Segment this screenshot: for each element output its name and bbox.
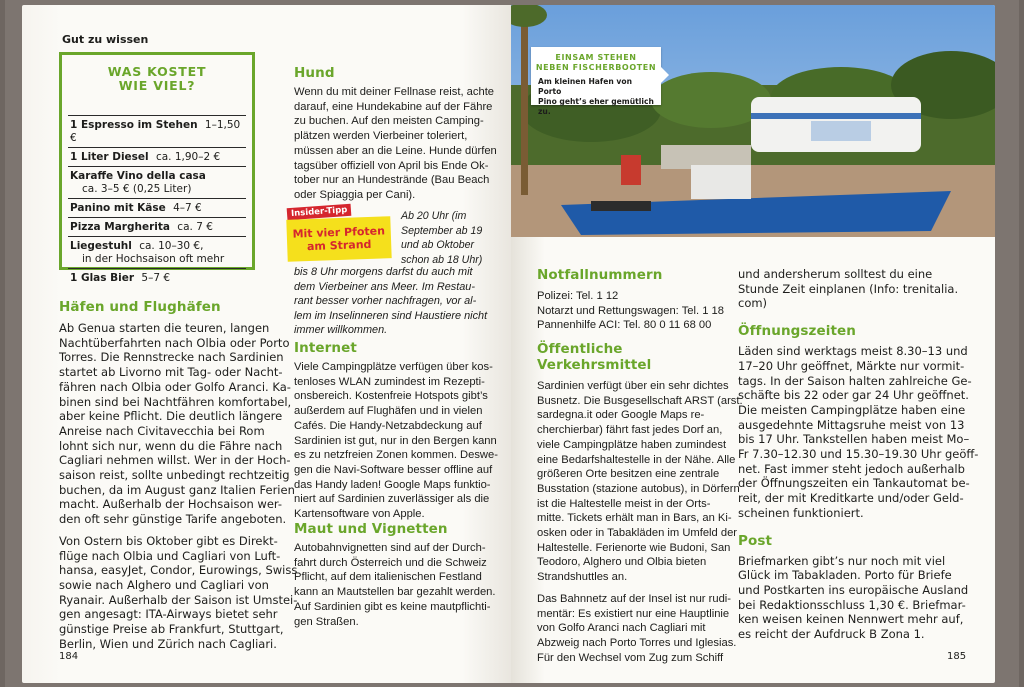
text-line: startet ab Livorno mit Tag- oder Nacht-	[59, 365, 283, 380]
text-line: ausgedehnte Mittagsruhe meist von 13	[738, 417, 965, 432]
page-number-right: 185	[947, 651, 967, 662]
paragraph-oeffnung	[738, 344, 988, 520]
text-line: onsbereich. Kostenfreie Hotspots gibt’s	[294, 390, 488, 403]
column-right	[738, 267, 988, 642]
text-line: September ab 19	[401, 224, 483, 237]
text-line: Glück im Tabakladen. Porto für Briefe	[738, 568, 952, 583]
price-row	[68, 236, 246, 268]
price-value: 5–7 €	[138, 272, 171, 284]
text-line: com)	[738, 296, 768, 311]
text-line: müssen aber an die Leine. Hunde dürfen	[294, 144, 497, 157]
price-row	[68, 147, 246, 166]
text-line: darauf, eine Hundekabine auf der Fähre	[294, 100, 493, 113]
text-line: net. Fast immer steht jedoch außerhalb	[738, 461, 965, 476]
text-line: Busstation (stazione autobus), in Dörfern	[537, 482, 740, 495]
book-edge-right	[1019, 0, 1024, 687]
section-notfall	[537, 267, 737, 333]
text-line: Notarzt und Rettungswagen: Tel. 1 18	[537, 304, 724, 317]
text-line: bis 8 Uhr morgens darfst du auch mit	[294, 266, 473, 278]
text-line: sowie nach Alghero und Cagliari von	[59, 577, 269, 592]
text-line: Das Bahnnetz auf der Insel ist nur rudi-	[537, 592, 732, 605]
text-line: Sardinien verfügt über ein sehr dichtes	[537, 380, 729, 392]
text-line: Berlin, Wien und Zürich nach Cagliari.	[59, 636, 277, 651]
text-line: bis 17 Uhr. Tankstellen haben meist Mo–	[738, 432, 970, 447]
price-item: Panino mit Käse	[70, 202, 166, 214]
text-line: Anreise nach Civitavecchia bei Rom	[59, 423, 265, 438]
price-value: ca. 1,90–2 €	[152, 151, 221, 163]
tip-side-text	[401, 209, 509, 267]
price-item: 1 Liter Diesel	[70, 151, 149, 163]
text-line: mitte. Tickets erhält man in Bars, an Ki-	[537, 512, 732, 525]
price-value: ca. 10–30 €,	[135, 240, 204, 252]
text-line: Für den Wechsel vom Zug zum Schiff	[537, 651, 724, 664]
text-line: Fr 7.30–12.30 und 15.30–19.30 Uhr geöff-	[738, 447, 979, 462]
text-line: schon ab 18 Uhr)	[401, 253, 483, 266]
text-line: cherchierbar) fährt fast jedes Dorf an,	[537, 424, 723, 437]
price-row	[68, 198, 246, 217]
caption-text: Am kleinen Hafen von Porto Pino geht’s eher gemütlich zu.	[538, 77, 654, 116]
text-line: Autobahnvignetten sind auf der Durch-	[294, 542, 486, 554]
text-line: schäfte bis 22 oder gar 24 Uhr geöffnet.	[738, 388, 969, 403]
book-edge-left	[0, 0, 5, 687]
text-line: buchen, da im August ganz Italien Ferien	[59, 482, 295, 497]
price-extra: in der Hochsaison oft mehr	[82, 253, 225, 265]
text-line: binen sind bei Nachtfähren komfortabel,	[59, 394, 292, 409]
harbor-photo	[511, 5, 995, 237]
text-line: sardegna.it oder Google Maps re-	[537, 409, 705, 422]
text-line: tags. In der Saison halten zahlreiche Ge-	[738, 373, 972, 388]
text-line: mentär: Es existiert nur eine Hauptlinie	[537, 607, 730, 620]
text-line: Cafés. Die Handy-Netzabdeckung auf	[294, 419, 482, 432]
text-line: ken weisen keinen Nennwert mehr auf,	[738, 612, 964, 627]
price-row	[68, 115, 246, 147]
text-line: Nachtüberfahrten nach Olbia oder Porto	[59, 335, 290, 350]
text-line: größeren Orte besitzen eine zentrale	[537, 468, 720, 481]
text-line: tagsüber offiziell von April bis Ende Ok-	[294, 159, 489, 172]
price-value: 1–1,50 €	[70, 119, 241, 144]
text-line: der Öffnungszeiten ein Tankautomat be-	[738, 476, 970, 491]
text-line: und ab Oktober	[401, 239, 475, 251]
text-line: Auf Sardinien gibt es keine mautpflichti-	[294, 600, 491, 613]
harbor-photo-illustration	[511, 5, 995, 237]
price-item: Liegestuhl	[70, 240, 132, 252]
text-line: fahrt durch Österreich und die Schweiz	[294, 556, 487, 569]
text-line: macht. Außerhalb der Hochsaison wer-	[59, 497, 283, 512]
text-line: viele Campingplätze haben zumindest	[537, 438, 727, 451]
price-row	[68, 166, 246, 198]
price-list	[68, 115, 246, 287]
text-line: lohnt sich nur, wenn du die Fähre nach	[59, 438, 283, 453]
caption-title: EINSAM STEHEN NEBEN FISCHERBOOTEN	[535, 53, 657, 72]
text-line: immer willkommen.	[294, 324, 388, 336]
paragraph-haefen-2	[59, 533, 298, 652]
text-line: gen die Navi-Software besser offline auf	[294, 463, 493, 476]
text-line: aber keine Pflicht. Die deutlich längere	[59, 409, 283, 424]
paragraph-post	[738, 554, 988, 642]
price-item: Karaffe Vino della casa	[70, 170, 206, 182]
page-right	[511, 5, 995, 683]
text-line: lem im Inselinneren sind Haustiere nicht	[294, 309, 488, 322]
text-line: günstige Preise ab Frankfurt, Stuttgart,	[59, 622, 284, 637]
text-line: Von Ostern bis Oktober gibt es Direkt-	[59, 533, 278, 548]
text-line: Wenn du mit deiner Fellnase reist, achte	[294, 86, 495, 98]
section-oeffentlich	[537, 341, 743, 665]
paragraph-bahn-cont	[738, 267, 988, 311]
paragraph-oeffentlich-1	[537, 379, 743, 585]
text-line: außerdem auf Flughäfen und in vielen	[294, 405, 483, 418]
heading-maut: Maut und Vignetten	[294, 521, 448, 537]
text-line: hansa, easyJet, Condor, Eurowings, Swiss	[59, 563, 298, 578]
text-line: Die meisten Campingplätze haben eine	[738, 402, 966, 417]
text-line: Teodoro, Alghero und Olbia bieten	[537, 556, 707, 569]
price-item: 1 Espresso im Stehen	[70, 119, 198, 131]
price-row	[68, 268, 246, 287]
text-line: scheinen funktioniert.	[738, 505, 864, 520]
price-row	[68, 217, 246, 236]
text-line: flüge nach Olbia und Cagliari von Luft-	[59, 548, 281, 563]
text-line: tenloses WLAN zumindest im Rezepti-	[294, 375, 485, 388]
price-extra: ca. 3–5 € (0,25 Liter)	[82, 183, 192, 195]
text-line: das Handy laden! Google Maps funktio-	[294, 478, 491, 491]
heading-hund: Hund	[294, 65, 335, 81]
paragraph-internet	[294, 360, 508, 522]
price-value: 4–7 €	[169, 202, 202, 214]
text-line: oder Spiaggia per Cani).	[294, 188, 416, 201]
section-maut	[294, 521, 508, 629]
text-line: fähren nach Olbia oder Golfo Aranci. Ka-	[59, 379, 291, 394]
photo-caption	[531, 47, 661, 116]
text-line: und Postkarten ins europäische Ausland	[738, 582, 969, 597]
text-line: gen angesagt: ITA-Airways bietet sehr	[59, 607, 278, 622]
text-line: Pannenhilfe ACI: Tel. 80 0 11 68 00	[537, 319, 712, 332]
paragraph-notfall	[537, 289, 737, 333]
text-line: Ryanair. Außerhalb der Saison ist Umstei-	[59, 592, 298, 607]
text-line: Cagliari nehmen willst. Wer in der Hoch-	[59, 453, 291, 468]
text-line: Strandshuttles an.	[537, 571, 628, 584]
text-line: Kartensoftware von Apple.	[294, 508, 425, 521]
text-line: niert auf Sardinien zuverlässiger als die	[294, 493, 490, 506]
text-line: Läden sind werktags meist 8.30–13 und	[738, 344, 968, 359]
text-line: Polizei: Tel. 1 12	[537, 290, 619, 302]
text-line: Stunde Zeit einplanen (Info: trenitalia.	[738, 281, 959, 296]
page-left	[22, 5, 511, 683]
paragraph-hund	[294, 85, 508, 203]
text-line: von Golfo Aranci nach Cagliari mit	[537, 622, 706, 635]
paragraph-oeffentlich-2	[537, 592, 737, 666]
price-item: 1 Glas Bier	[70, 272, 135, 284]
price-item: Pizza Margherita	[70, 221, 170, 233]
text-line: saison reist, sollte unbedingt rechtzeitig	[59, 468, 290, 483]
heading-oeffnung: Öffnungszeiten	[738, 323, 857, 340]
price-box	[59, 52, 255, 284]
price-value: ca. 7 €	[173, 221, 213, 233]
text-line: und andersherum solltest du eine	[738, 267, 933, 281]
heading-post: Post	[738, 532, 773, 549]
text-line: Viele Campingplätze verfügen über kos-	[294, 361, 493, 373]
heading-notfall: Notfallnummern	[537, 267, 663, 283]
section-internet	[294, 340, 508, 522]
text-line: Pflicht, auf dem italienischen Festland	[294, 571, 482, 584]
text-line: kann an Mautstellen bar gezahlt werden.	[294, 586, 496, 599]
heading-oeffentlich: Öffentliche Verkehrsmittel	[537, 341, 652, 373]
text-line: 17–20 Uhr geöffnet, Märkte nur vormit-	[738, 358, 965, 373]
heading-internet: Internet	[294, 340, 357, 356]
text-line: reit, der mit Kreditkarte und/oder Geld-	[738, 491, 964, 506]
text-line: Ab 20 Uhr (im	[401, 210, 467, 222]
text-line: den oft sehr günstige Tarife angeboten.	[59, 512, 287, 527]
text-line: zu buchen. Auf den meisten Camping-	[294, 115, 484, 128]
text-line: es zu netzfreien Zonen kommen. Deswe-	[294, 449, 498, 462]
insider-tip-label: Insider-Tipp	[287, 204, 352, 220]
text-line: rant besser vorher nachfragen, vor al-	[294, 295, 477, 307]
text-line: Ab Genua starten die teuren, langen	[59, 321, 270, 335]
heading-haefen: Häfen und Flughäfen	[59, 299, 221, 315]
text-line: Haltestelle. Ferienorte wie Budoni, San	[537, 541, 731, 554]
section-haefen	[59, 299, 298, 651]
text-line: gen Straßen.	[294, 615, 359, 628]
text-line: Abzweig nach Porto Torres und Iglesias.	[537, 636, 737, 649]
price-box-title: WAS KOSTET WIE VIEL?	[107, 64, 207, 93]
text-line: dem Vierbeiner ans Meer. Im Restau-	[294, 280, 475, 293]
page-number-left: 184	[59, 651, 79, 662]
text-line: osken oder in Tabakläden im Umfeld der	[537, 527, 738, 540]
text-line: ist die Haltestelle meist in der Orts-	[537, 497, 711, 510]
tip-text	[294, 265, 508, 338]
text-line: Sardinien ist gut, nur in den Bergen kann	[294, 434, 497, 447]
text-line: eine Bedarfshaltestelle in der Nähe. Alle	[537, 453, 736, 466]
running-header: Gut zu wissen	[62, 33, 149, 46]
text-line: Briefmarken gibt’s nur noch mit viel	[738, 553, 946, 568]
text-line: plätzen werden Vierbeiner toleriert,	[294, 130, 468, 143]
paragraph-haefen-1	[59, 321, 295, 527]
text-line: Busnetz. Die Busgesellschaft ARST (arst.	[537, 394, 743, 407]
text-line: tober nur an Hundestrände (Bau Beach	[294, 174, 490, 187]
text-line: Torres. Die Rennstrecke nach Sardinien	[59, 350, 284, 365]
paragraph-maut	[294, 541, 508, 629]
section-hund	[294, 65, 508, 203]
text-line: bei Redaktionsschluss 1,30 €. Briefmar-	[738, 597, 966, 612]
text-line: es reicht der Aufdruck B Zona 1.	[738, 627, 925, 642]
insider-tip-box: Mit vier Pfoten am Strand	[286, 216, 391, 262]
